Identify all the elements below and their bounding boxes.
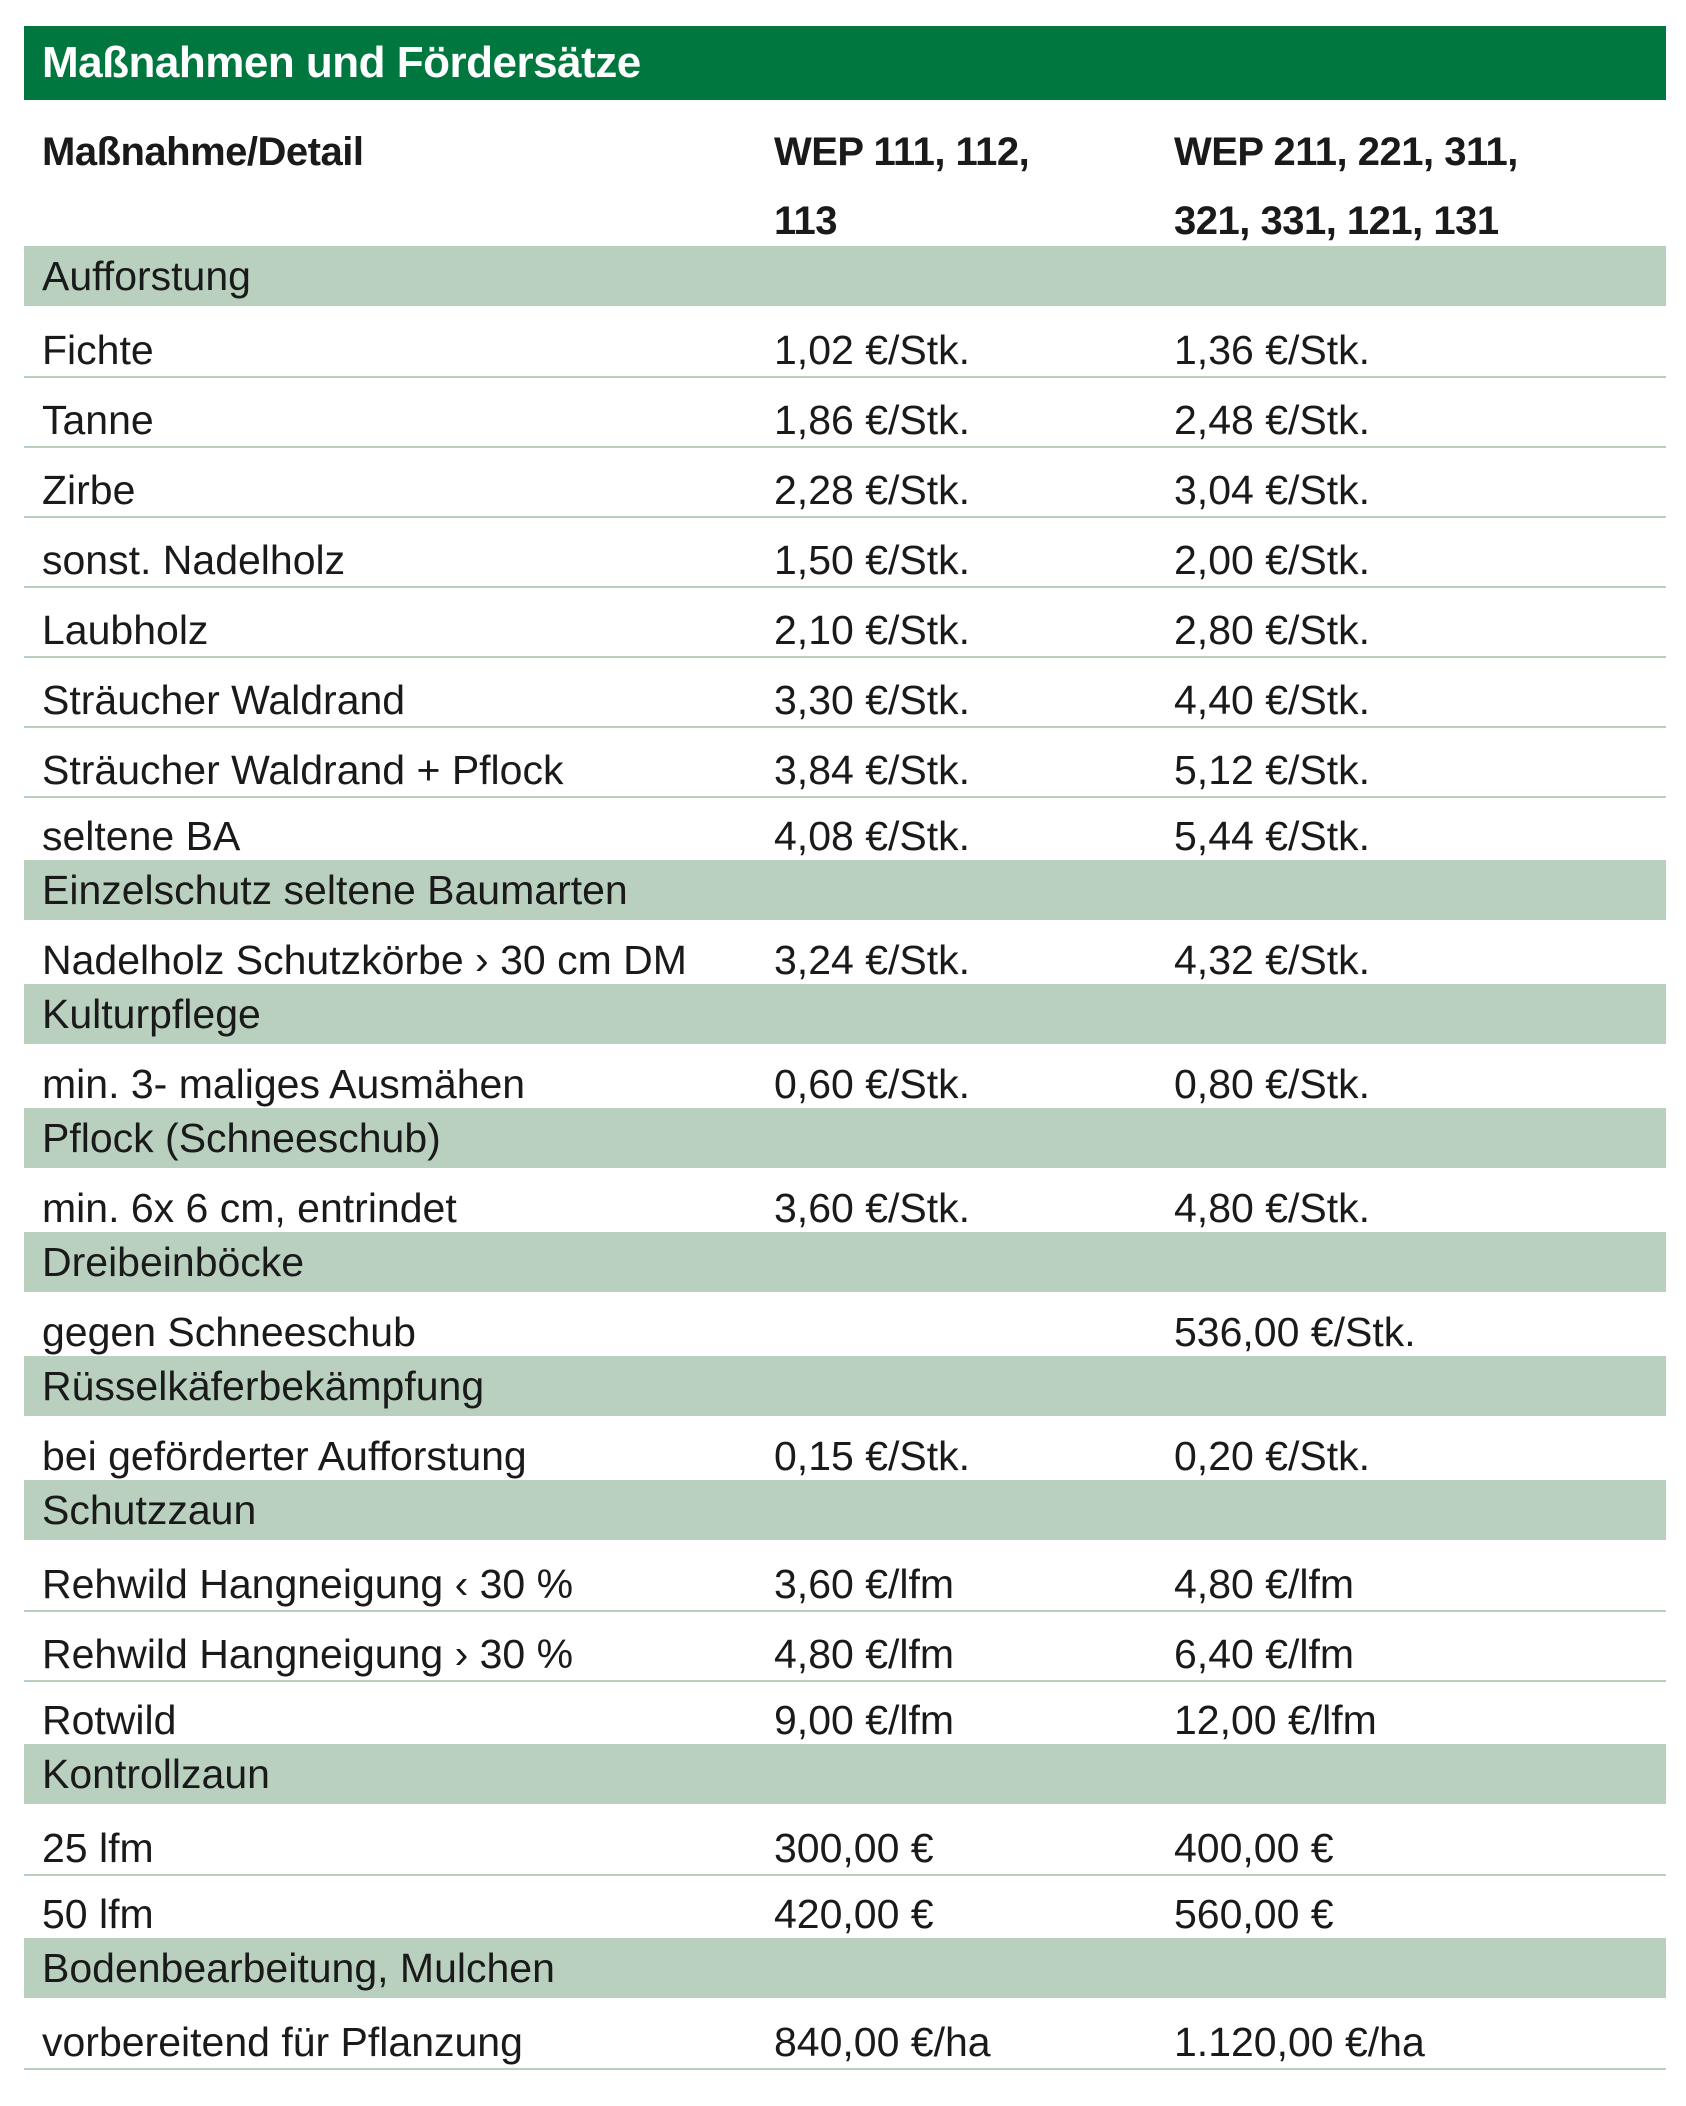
table-row (24, 588, 1666, 658)
row-rate-wep2: 4,40 €/Stk. (1174, 677, 1371, 723)
row-detail: gegen Schneeschub (42, 1309, 416, 1355)
row-detail: vorbereitend für Pflanzung (42, 2019, 523, 2065)
row-rate-wep1: 420,00 € (774, 1891, 934, 1937)
table-row (24, 1682, 1666, 1744)
row-rate-wep1: 0,60 €/Stk. (774, 1061, 971, 1107)
table-row (24, 518, 1666, 588)
row-rate-wep2: 2,80 €/Stk. (1174, 607, 1371, 653)
row-detail: Laubholz (42, 607, 209, 653)
row-rate-wep1: 3,24 €/Stk. (774, 937, 971, 983)
row-rate-wep1: 3,84 €/Stk. (774, 747, 971, 793)
section-header: Aufforstung (24, 246, 1666, 308)
section-header: Pflock (Schneeschub) (24, 1108, 1666, 1170)
row-rate-wep1: 1,50 €/Stk. (774, 537, 971, 583)
table-row (24, 658, 1666, 728)
row-rate-wep1: 3,60 €/Stk. (774, 1185, 971, 1231)
table-row (24, 308, 1666, 378)
row-rate-wep2: 1.120,00 €/ha (1174, 2019, 1425, 2065)
column-header-row (24, 100, 1666, 246)
row-rate-wep1: 0,15 €/Stk. (774, 1433, 971, 1479)
row-rate-wep2: 3,04 €/Stk. (1174, 467, 1371, 513)
table-row (24, 1170, 1666, 1232)
table-row (24, 728, 1666, 798)
funding-rates-table (24, 26, 1666, 2070)
row-rate-wep2: 5,12 €/Stk. (1174, 747, 1371, 793)
table-body (24, 246, 1666, 2070)
section-header: Einzelschutz seltene Baumarten (24, 860, 1666, 922)
row-detail: min. 6x 6 cm, entrindet (42, 1185, 457, 1231)
row-detail: Zirbe (42, 467, 136, 513)
row-detail: bei geförderter Aufforstung (42, 1433, 527, 1479)
row-rate-wep1: 2,10 €/Stk. (774, 607, 971, 653)
row-rate-wep2: 6,40 €/lfm (1174, 1631, 1355, 1677)
row-detail: Rehwild Hangneigung ‹ 30 % (42, 1561, 574, 1607)
row-rate-wep2: 4,80 €/lfm (1174, 1561, 1355, 1607)
section-header: Dreibeinböcke (24, 1232, 1666, 1294)
row-detail: Sträucher Waldrand + Pflock (42, 747, 564, 793)
row-detail: 50 lfm (42, 1891, 154, 1937)
row-detail: min. 3- maliges Ausmähen (42, 1061, 526, 1107)
row-rate-wep1: 300,00 € (774, 1825, 934, 1871)
row-rate-wep2: 2,00 €/Stk. (1174, 537, 1371, 583)
table-title: Maßnahmen und Fördersätze (24, 26, 1666, 100)
table-row (24, 798, 1666, 860)
table-row (24, 378, 1666, 448)
section-header: Kulturpflege (24, 984, 1666, 1046)
row-rate-wep1: 4,08 €/Stk. (774, 813, 971, 859)
row-rate-wep2: 560,00 € (1174, 1891, 1334, 1937)
row-rate-wep1: 3,60 €/lfm (774, 1561, 955, 1607)
table-row (24, 1612, 1666, 1682)
row-rate-wep2: 0,80 €/Stk. (1174, 1061, 1371, 1107)
column-header-measure: Maßnahme/Detail (42, 130, 364, 174)
row-rate-wep2: 4,32 €/Stk. (1174, 937, 1371, 983)
row-rate-wep1: 1,02 €/Stk. (774, 327, 971, 373)
column-header-wep1: WEP 111, 112, 113 (774, 130, 1030, 243)
table-row (24, 1046, 1666, 1108)
row-detail: Nadelholz Schutzkörbe › 30 cm DM (42, 937, 687, 983)
table-row (24, 2000, 1666, 2070)
section-header: Kontrollzaun (24, 1744, 1666, 1806)
row-rate-wep2: 4,80 €/Stk. (1174, 1185, 1371, 1231)
column-header-wep2: WEP 211, 221, 311, 321, 331, 121, 131 (1174, 130, 1518, 243)
table-row (24, 1294, 1666, 1356)
row-rate-wep2: 5,44 €/Stk. (1174, 813, 1371, 859)
row-detail: 25 lfm (42, 1825, 154, 1871)
table-row (24, 448, 1666, 518)
row-rate-wep2: 1,36 €/Stk. (1174, 327, 1371, 373)
row-rate-wep2: 400,00 € (1174, 1825, 1334, 1871)
row-detail: sonst. Nadelholz (42, 537, 346, 583)
row-detail: Rotwild (42, 1697, 177, 1743)
section-header: Schutzzaun (24, 1480, 1666, 1542)
row-rate-wep2: 536,00 €/Stk. (1174, 1309, 1416, 1355)
table-row (24, 1542, 1666, 1612)
section-header: Rüsselkäferbekämpfung (24, 1356, 1666, 1418)
row-detail: Tanne (42, 397, 154, 443)
table-row (24, 922, 1666, 984)
row-rate-wep1: 9,00 €/lfm (774, 1697, 955, 1743)
table-row (24, 1876, 1666, 1938)
row-detail: seltene BA (42, 813, 241, 859)
row-rate-wep1: 3,30 €/Stk. (774, 677, 971, 723)
row-rate-wep1: 2,28 €/Stk. (774, 467, 971, 513)
row-rate-wep1: 840,00 €/ha (774, 2019, 991, 2065)
row-rate-wep1: 1,86 €/Stk. (774, 397, 971, 443)
section-header: Bodenbearbeitung, Mulchen (24, 1938, 1666, 2000)
row-detail: Sträucher Waldrand (42, 677, 406, 723)
row-rate-wep2: 12,00 €/lfm (1174, 1697, 1377, 1743)
table-row (24, 1806, 1666, 1876)
row-rate-wep1 (774, 1294, 1174, 1356)
row-rate-wep2: 0,20 €/Stk. (1174, 1433, 1371, 1479)
row-rate-wep1: 4,80 €/lfm (774, 1631, 955, 1677)
row-detail: Rehwild Hangneigung › 30 % (42, 1631, 574, 1677)
row-detail: Fichte (42, 327, 154, 373)
row-rate-wep2: 2,48 €/Stk. (1174, 397, 1371, 443)
table-row (24, 1418, 1666, 1480)
